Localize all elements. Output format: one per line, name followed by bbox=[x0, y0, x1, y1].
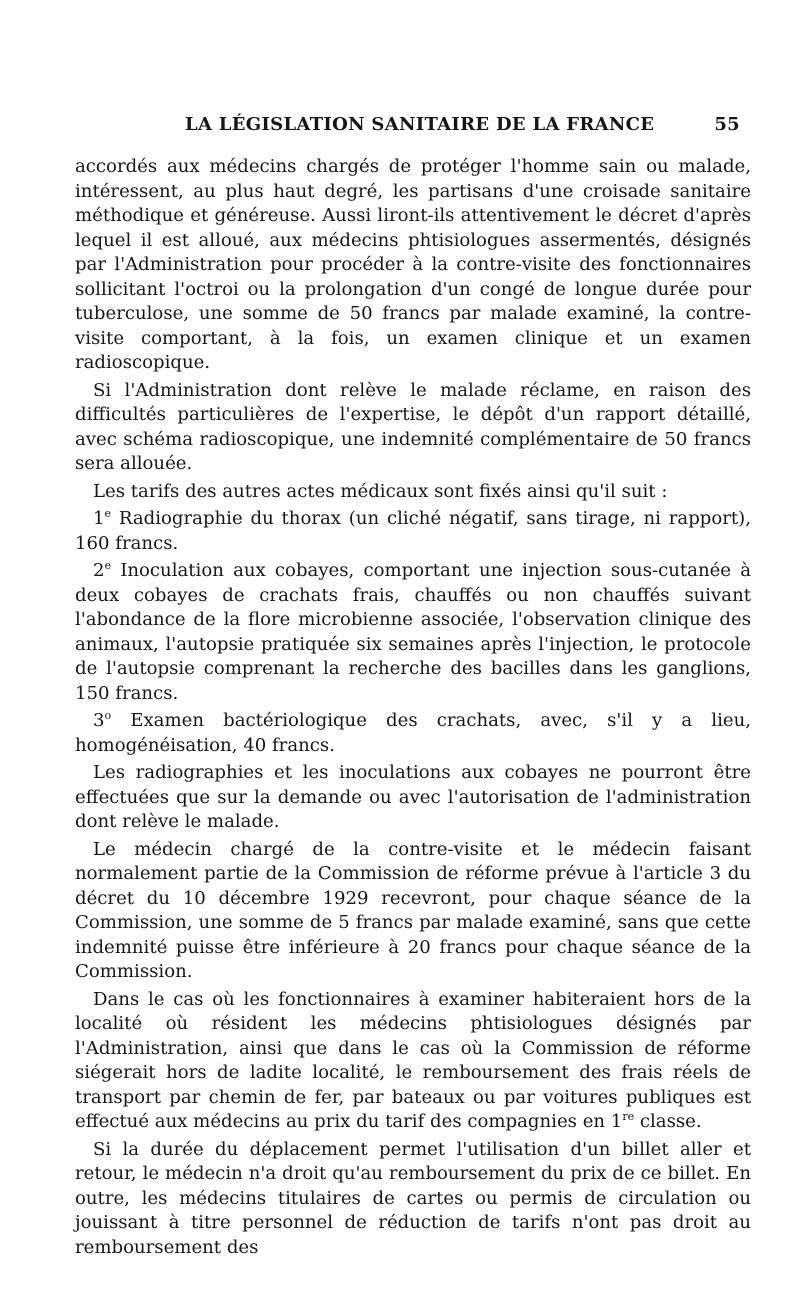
paragraph: Si l'Administration dont relève le malade réclame, en raison des difficultés particulières de l'expertise, le dépôt d'un rapport détaillé, avec schéma radioscopique, une indemnité complémentaire de 50 francs sera allouée. bbox=[75, 379, 751, 474]
paragraph: accordés aux médecins chargés de protéger l'homme sain ou malade, intéressent, au plus haut degré, les partisans d'une croisade sanitaire méthodique et généreuse. Aussi liront-ils attentivement le décret d'après lequel il est alloué, aux médecins phtisiologues assermentés, désignés par l'Administration pour procéder à la contre-visite des fonctionnaires sollicitant l'octroi ou la prolongation d'un congé de longue durée pour tuberculose, une somme de 50 francs par malade examiné, la contre-visite comportant, à la fois, un examen clinique et un examen radioscopique. bbox=[75, 156, 751, 373]
item-text: Examen bactériologique des crachats, avec, s'il y a lieu, homogénéisation, 40 francs. bbox=[75, 710, 751, 756]
list-item-2 bbox=[75, 559, 751, 706]
paragraph-text: Dans le cas où les fonctionnaires à examiner habiteraient hors de la localité où résident les médecins phtisiologues désignés par l'Administration, ainsi que dans le cas où la Commission de réforme siégerait hors de ladite localité, le remboursement des frais réels de transport par chemin de fer, par bateaux ou par voitures publiques est effectué aux médecins au prix du tarif des compagnies en 1 bbox=[75, 988, 751, 1132]
ordinal-suffix: o bbox=[104, 708, 112, 722]
paragraph-text-end: classe. bbox=[634, 1111, 702, 1132]
ordinal-suffix: re bbox=[622, 1109, 635, 1123]
paragraph: Le médecin chargé de la contre-visite et le médecin faisant normalement partie de la Commission de réforme prévue à l'article 3 du décret du 10 décembre 1929 recevront, pour chaque séance de la Commission, une somme de 5 francs par malade examiné, sans que cette indemnité puisse être inférieure à 20 francs pour chaque séance de la Commission. bbox=[75, 838, 751, 982]
ordinal-suffix: e bbox=[104, 558, 112, 572]
item-number: 3 bbox=[93, 710, 105, 731]
list-item-1 bbox=[75, 507, 751, 556]
paragraph bbox=[75, 988, 751, 1135]
running-header bbox=[75, 114, 740, 142]
list-item-3 bbox=[75, 709, 751, 758]
paragraph: Les tarifs des autres actes médicaux sont fixés ainsi qu'il suit : bbox=[93, 480, 668, 502]
item-number: 2 bbox=[93, 560, 105, 581]
paragraph: Les radiographies et les inoculations aux cobayes ne pourront être effectuées que sur la demande ou avec l'autorisation de l'administration dont relève le malade. bbox=[75, 762, 751, 832]
item-text: Radiographie du thorax (un cliché négatif, sans tirage, ni rapport), 160 francs. bbox=[75, 508, 751, 554]
page-number: 55 bbox=[714, 114, 740, 135]
item-number: 1 bbox=[93, 508, 105, 529]
paragraph: Si la durée du déplacement permet l'utilisation d'un billet aller et retour, le médecin n'a droit qu'au remboursement du prix de ce billet. En outre, les médecins titulaires de cartes ou permis de circulation ou jouissant à titre personnel de réduction de tarifs n'ont pas droit au remboursement des bbox=[75, 1138, 751, 1258]
ordinal-suffix: e bbox=[104, 506, 112, 520]
item-text: Inoculation aux cobayes, comportant une injection sous-cutanée à deux cobayes de crachats frais, chauffés ou non chauffés suivant l'abondance de la flore microbienne associée, l'observation clinique des animaux, l'autopsie pratiquée six semaines après l'injection, le protocole de l'autopsie comprenant la recherche des bacilles dans les ganglions, 150 francs. bbox=[75, 560, 751, 704]
running-title: LA LÉGISLATION SANITAIRE DE LA FRANCE bbox=[185, 114, 655, 135]
body-text bbox=[75, 155, 751, 1263]
